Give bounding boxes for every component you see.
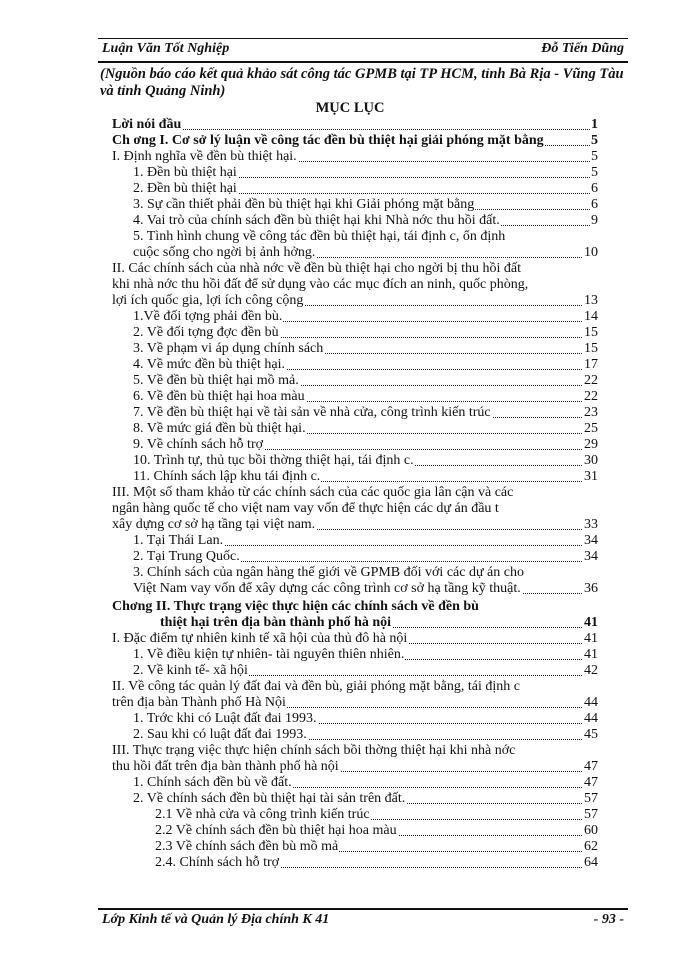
toc-entry-page: 13 bbox=[584, 293, 598, 308]
toc-entry-page: 33 bbox=[584, 517, 598, 532]
toc-entry bbox=[133, 356, 598, 373]
toc-entry-text: ngân hàng quốc tế cho việt nam vay vốn để thực hiện các dự án đầu t bbox=[112, 501, 499, 516]
toc-entry bbox=[112, 276, 528, 293]
toc-entry bbox=[133, 790, 598, 807]
toc-entry-text: Ch ơng I. Cơ sở lý luận về công tác đền bù thiệt hại giải phóng mặt bằng bbox=[112, 133, 544, 148]
toc-entry-text: 5. Tình hình chung về công tác đền bù thiệt hại, tái định c, ổn định bbox=[133, 229, 506, 244]
toc-entry-page: 41 bbox=[584, 615, 598, 630]
toc-entry-text: khi nhà nớc thu hồi đất để sử dụng vào các mục đích an ninh, quốc phòng, bbox=[112, 277, 529, 292]
toc-title: MỤC LỤC bbox=[315, 100, 385, 116]
toc-entry-page: 57 bbox=[584, 791, 598, 806]
toc-entry-page: 45 bbox=[584, 727, 598, 742]
toc-entry-page: 9 bbox=[591, 213, 598, 228]
toc-entry-page: 5 bbox=[591, 165, 598, 180]
toc-entry-page: 31 bbox=[584, 469, 598, 484]
toc-entry bbox=[133, 726, 598, 743]
toc-entry-page: 47 bbox=[584, 759, 598, 774]
toc-entry bbox=[112, 758, 598, 775]
toc-entry bbox=[112, 678, 520, 695]
toc-entry-page: 57 bbox=[584, 807, 598, 822]
toc-entry-text: xây dựng cơ sở hạ tầng tại việt nam. bbox=[112, 517, 316, 532]
toc-entry bbox=[133, 532, 598, 549]
toc-entry bbox=[155, 854, 598, 871]
toc-entry bbox=[133, 548, 598, 565]
toc-entry-text: 5. Về đền bù thiệt hại mồ mả. bbox=[133, 373, 299, 388]
toc-entry bbox=[133, 580, 598, 597]
toc-entry-text: Việt Nam vay vốn để xây dựng các công trình cơ sở hạ tầng kỹ thuật. bbox=[133, 581, 521, 596]
toc-entry-text: 2. Về đối tợng đợc đền bù bbox=[133, 325, 279, 340]
toc-entry bbox=[155, 806, 598, 823]
toc-entry-text: 8. Về mức giá đền bù thiệt hại. bbox=[133, 421, 306, 436]
toc-entry bbox=[133, 324, 598, 341]
toc-entry-text: 10. Trình tự, thủ tục bồi thờng thiệt hại, tái định c. bbox=[133, 453, 414, 468]
page-header bbox=[98, 38, 628, 63]
toc-entry-text: Chơng II. Thực trạng việc thực hiện các chính sách về đền bù bbox=[112, 599, 479, 614]
toc-entry-page: 60 bbox=[584, 823, 598, 838]
toc-entry-text: 4. Về mức đền bù thiệt hại. bbox=[133, 357, 285, 372]
toc-entry bbox=[133, 710, 598, 727]
toc-entry-text: 1. Tại Thái Lan. bbox=[133, 533, 224, 548]
toc-entry-page: 34 bbox=[584, 533, 598, 548]
toc-entry bbox=[133, 774, 598, 791]
toc-entry-text: 6. Về đền bù thiệt hại hoa màu bbox=[133, 389, 305, 404]
toc-entry bbox=[133, 420, 598, 437]
toc-entry-page: 5 bbox=[591, 149, 598, 164]
toc-entry-text: 1. Về điều kiện tự nhiên- tài nguyên thiên nhiên. bbox=[133, 647, 405, 662]
toc-entry bbox=[112, 500, 499, 517]
toc-entry-text: 2. Về kinh tế- xã hội bbox=[133, 663, 248, 678]
toc-entry-text: 2.2 Về chính sách đền bù thiệt hại hoa màu bbox=[155, 823, 397, 838]
toc-entry-page: 6 bbox=[591, 181, 598, 196]
toc-entry-page: 22 bbox=[584, 373, 598, 388]
toc-entry-page: 5 bbox=[591, 133, 598, 148]
toc-entry bbox=[133, 436, 598, 453]
toc-entry-text: III. Thực trạng việc thực hiện chính sách bồi thờng thiệt hại khi nhà nớc bbox=[112, 743, 516, 758]
source-note: (Nguồn báo cáo kết quả khảo sát công tác GPMB tại TP HCM, tỉnh Bà Rịa - Vũng Tàu và tỉnh Quảng Ninh) bbox=[100, 66, 624, 99]
toc-entry-page: 17 bbox=[584, 357, 598, 372]
toc-entry-text: I. Đặc điểm tự nhiên kinh tế xã hội của thủ đô hà nội bbox=[112, 631, 408, 646]
header-title: Luận Văn Tốt Nghiệp bbox=[102, 41, 230, 56]
page-footer bbox=[98, 908, 628, 934]
toc-entry bbox=[112, 132, 598, 149]
toc-entry bbox=[133, 404, 598, 421]
toc-entry-text: cuộc sống cho ngời bị ảnh hởng. bbox=[133, 245, 316, 260]
toc-entry-text: thu hồi đất trên địa bàn thành phố hà nội bbox=[112, 759, 339, 774]
toc-entry bbox=[112, 116, 598, 133]
toc-entry bbox=[112, 742, 515, 759]
toc-entry bbox=[133, 308, 598, 325]
toc-entry-page: 44 bbox=[584, 711, 598, 726]
toc-entry-text: 2. Tại Trung Quốc. bbox=[133, 549, 240, 564]
toc-entry-page: 42 bbox=[584, 663, 598, 678]
toc-entry-text: 2. Về chính sách đền bù thiệt hại tài sản trên đất. bbox=[133, 791, 406, 806]
toc-entry-page: 41 bbox=[584, 647, 598, 662]
toc-entry bbox=[112, 260, 521, 277]
toc-entry bbox=[133, 662, 598, 679]
toc-entry bbox=[112, 694, 598, 711]
toc-entry-text: 3. Sự cần thiết phải đền bù thiệt hại khi Giải phóng mặt bằng bbox=[133, 197, 475, 212]
footer-class: Lớp Kinh tế và Quản lý Địa chính K 41 bbox=[102, 912, 330, 927]
toc-entry bbox=[112, 630, 598, 647]
toc-entry-page: 15 bbox=[584, 341, 598, 356]
toc-entry bbox=[155, 838, 598, 855]
toc-entry-text: 3. Về phạm vi áp dụng chính sách bbox=[133, 341, 324, 356]
toc-entry bbox=[133, 212, 598, 229]
toc-entry-page: 6 bbox=[591, 197, 598, 212]
toc-entry-page: 44 bbox=[584, 695, 598, 710]
toc-entry-page: 30 bbox=[584, 453, 598, 468]
page-number: - 93 - bbox=[593, 912, 624, 927]
toc-entry-page: 62 bbox=[584, 839, 598, 854]
toc-entry bbox=[133, 180, 598, 197]
toc-entry-page: 47 bbox=[584, 775, 598, 790]
toc-entry-page: 34 bbox=[584, 549, 598, 564]
toc-entry bbox=[133, 228, 505, 245]
toc-entry-text: II. Các chính sách của nhà nớc về đền bù thiệt hại cho ngời bị thu hồi đất bbox=[112, 261, 522, 276]
toc-entry bbox=[112, 292, 598, 309]
toc-leader-dots bbox=[112, 129, 598, 130]
toc-entry-page: 22 bbox=[584, 389, 598, 404]
toc-entry-text: 2. Sau khi có luật đất đai 1993. bbox=[133, 727, 307, 742]
toc-entry bbox=[112, 598, 479, 615]
toc-entry-page: 10 bbox=[584, 245, 598, 260]
toc-entry bbox=[133, 468, 598, 485]
toc-entry bbox=[133, 564, 524, 581]
toc-entry-text: 2.1 Về nhà cửa và công trình kiến trúc bbox=[155, 807, 370, 822]
toc-entry-text: 1. Trớc khi có Luật đất đai 1993. bbox=[133, 711, 317, 726]
toc-entry bbox=[133, 164, 598, 181]
toc-entry-text: 1. Chính sách đền bù về đất. bbox=[133, 775, 292, 790]
toc-entry-text: Lời nói đầu bbox=[112, 117, 182, 132]
toc-entry-text: I. Định nghĩa về đền bù thiệt hại. bbox=[112, 149, 297, 164]
toc-entry-text: 7. Về đền bù thiệt hại về tài sản về nhà cửa, công trình kiến trúc bbox=[133, 405, 491, 420]
toc-entry bbox=[133, 196, 598, 213]
toc-entry bbox=[112, 148, 598, 165]
toc-entry bbox=[133, 340, 598, 357]
toc-entry-page: 36 bbox=[584, 581, 598, 596]
toc-entry bbox=[112, 516, 598, 533]
toc-entry-text: 2. Đền bù thiệt hại bbox=[133, 181, 237, 196]
toc-entry-text: 9. Về chính sách hỗ trợ bbox=[133, 437, 264, 452]
toc-entry-text: lợi ích quốc gia, lợi ích công cộng bbox=[112, 293, 304, 308]
toc-entry bbox=[133, 646, 598, 663]
toc-entry-page: 25 bbox=[584, 421, 598, 436]
toc-entry-page: 1 bbox=[591, 117, 598, 132]
toc-entry-text: thiệt hại trên địa bàn thành phố hà nội bbox=[160, 615, 392, 630]
toc-entry bbox=[133, 372, 598, 389]
toc-entry-text: II. Về công tác quản lý đất đai và đền bù, giải phóng mặt bằng, tái định c bbox=[112, 679, 520, 694]
toc-entry-text: 1.Về đối tợng phải đền bù. bbox=[133, 309, 283, 324]
toc-entry bbox=[155, 822, 598, 839]
toc-entry-text: trên địa bàn Thành phố Hà Nội bbox=[112, 695, 286, 710]
toc-entry-page: 41 bbox=[584, 631, 598, 646]
header-author: Đỗ Tiến Dũng bbox=[541, 41, 624, 56]
toc-entry-text: 1. Đền bù thiệt hại bbox=[133, 165, 237, 180]
toc-entry-text: 2.3 Về chính sách đền bù mồ mả bbox=[155, 839, 339, 854]
toc-entry-text: 3. Chính sách của ngân hàng thế giới về GPMB đối với các dự án cho bbox=[133, 565, 524, 580]
toc-entry-page: 23 bbox=[584, 405, 598, 420]
toc-entry bbox=[133, 388, 598, 405]
toc-entry-text: III. Một số tham khảo từ các chính sách của các quốc gia lân cận và các bbox=[112, 485, 514, 500]
toc-entry-text: 11. Chính sách lập khu tái định c. bbox=[133, 469, 321, 484]
toc-entry bbox=[133, 244, 598, 261]
toc-entry-page: 15 bbox=[584, 325, 598, 340]
toc-entry-text: 4. Vai trò của chính sách đền bù thiệt hại khi Nhà nớc thu hồi đất. bbox=[133, 213, 500, 228]
toc-entry-page: 14 bbox=[584, 309, 598, 324]
toc-entry bbox=[133, 452, 598, 469]
toc-entry-text: 2.4. Chính sách hỗ trợ bbox=[155, 855, 280, 870]
toc-entry-page: 64 bbox=[584, 855, 598, 870]
toc-entry-page: 29 bbox=[584, 437, 598, 452]
toc-entry bbox=[112, 484, 513, 501]
toc-entry bbox=[160, 614, 598, 631]
